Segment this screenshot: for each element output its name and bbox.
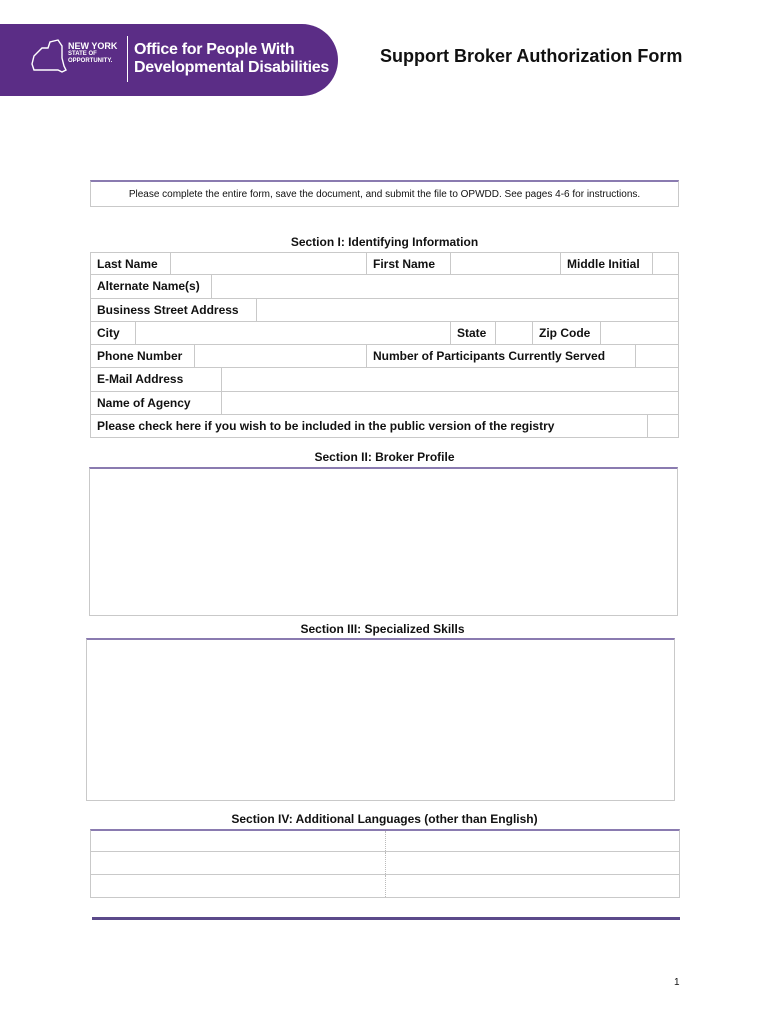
first-name-label: First Name [366, 253, 435, 274]
email-field[interactable] [221, 368, 678, 390]
language-field[interactable] [91, 831, 385, 851]
section-4-title: Section IV: Additional Languages (other than English) [231, 812, 538, 826]
registry-row [90, 415, 679, 438]
section-2-title: Section II: Broker Profile [314, 450, 455, 464]
phone-number-label: Phone Number [97, 349, 183, 364]
alternate-names-field[interactable] [211, 275, 678, 297]
section-1-title: Section I: Identifying Information [290, 235, 479, 249]
agency-name-field[interactable] [221, 392, 678, 414]
language-field[interactable] [385, 831, 679, 851]
specialized-skills-field[interactable] [86, 638, 675, 801]
business-address-label: Business Street Address [97, 302, 239, 317]
language-field[interactable] [91, 852, 385, 874]
language-row [90, 852, 680, 875]
language-field[interactable] [385, 875, 679, 897]
registry-optin-checkbox[interactable] [647, 415, 678, 437]
name-row [90, 252, 679, 275]
business-address-row [90, 299, 679, 322]
registry-optin-label: Please check here if you wish to be included in the public version of the registry [97, 419, 555, 434]
alternate-names-row [90, 275, 679, 298]
city-field[interactable] [135, 322, 450, 344]
middle-initial-field[interactable] [652, 253, 679, 274]
participants-served-label: Number of Participants Currently Served [366, 345, 605, 367]
last-name-label: Last Name [97, 257, 158, 271]
language-row [90, 829, 680, 852]
identifying-information-table [90, 252, 679, 438]
section-3-title: Section III: Specialized Skills [300, 622, 465, 636]
page-number: 1 [674, 977, 680, 988]
alternate-names-label: Alternate Name(s) [97, 279, 200, 294]
language-field[interactable] [385, 852, 679, 874]
office-name-line2: Developmental Disabilities [134, 59, 329, 76]
agency-row [90, 392, 679, 415]
email-label: E-Mail Address [97, 372, 184, 387]
language-row [90, 875, 680, 898]
office-name-line1: Office for People With [134, 41, 295, 58]
new-york-state-wordmark: NEW YORK STATE OF OPPORTUNITY. [68, 41, 118, 64]
logo-divider [127, 36, 128, 82]
business-address-field[interactable] [256, 299, 678, 321]
email-row [90, 368, 679, 391]
phone-number-field[interactable] [194, 345, 366, 367]
footer-rule [92, 917, 680, 920]
zip-code-field[interactable] [600, 322, 678, 344]
phone-participants-row [90, 345, 679, 368]
broker-profile-field[interactable] [89, 467, 678, 616]
agency-logo-banner [0, 24, 338, 96]
new-york-state-map-icon [28, 36, 70, 82]
city-label: City [97, 325, 120, 340]
last-name-field[interactable] [170, 253, 366, 274]
participants-served-field[interactable] [635, 345, 678, 367]
form-title: Support Broker Authorization Form [380, 46, 683, 66]
city-state-zip-row [90, 322, 679, 345]
language-field[interactable] [91, 875, 385, 897]
agency-name-label: Name of Agency [97, 395, 191, 410]
state-label: State [450, 322, 486, 344]
state-field[interactable] [495, 322, 532, 344]
first-name-field[interactable] [450, 253, 560, 274]
instructions-notice: Please complete the entire form, save the document, and submit the file to OPWDD. See pages 4-6 for instructions. [90, 180, 679, 207]
additional-languages-table [90, 829, 680, 898]
zip-code-label: Zip Code [532, 322, 590, 344]
middle-initial-label: Middle Initial [560, 253, 640, 274]
